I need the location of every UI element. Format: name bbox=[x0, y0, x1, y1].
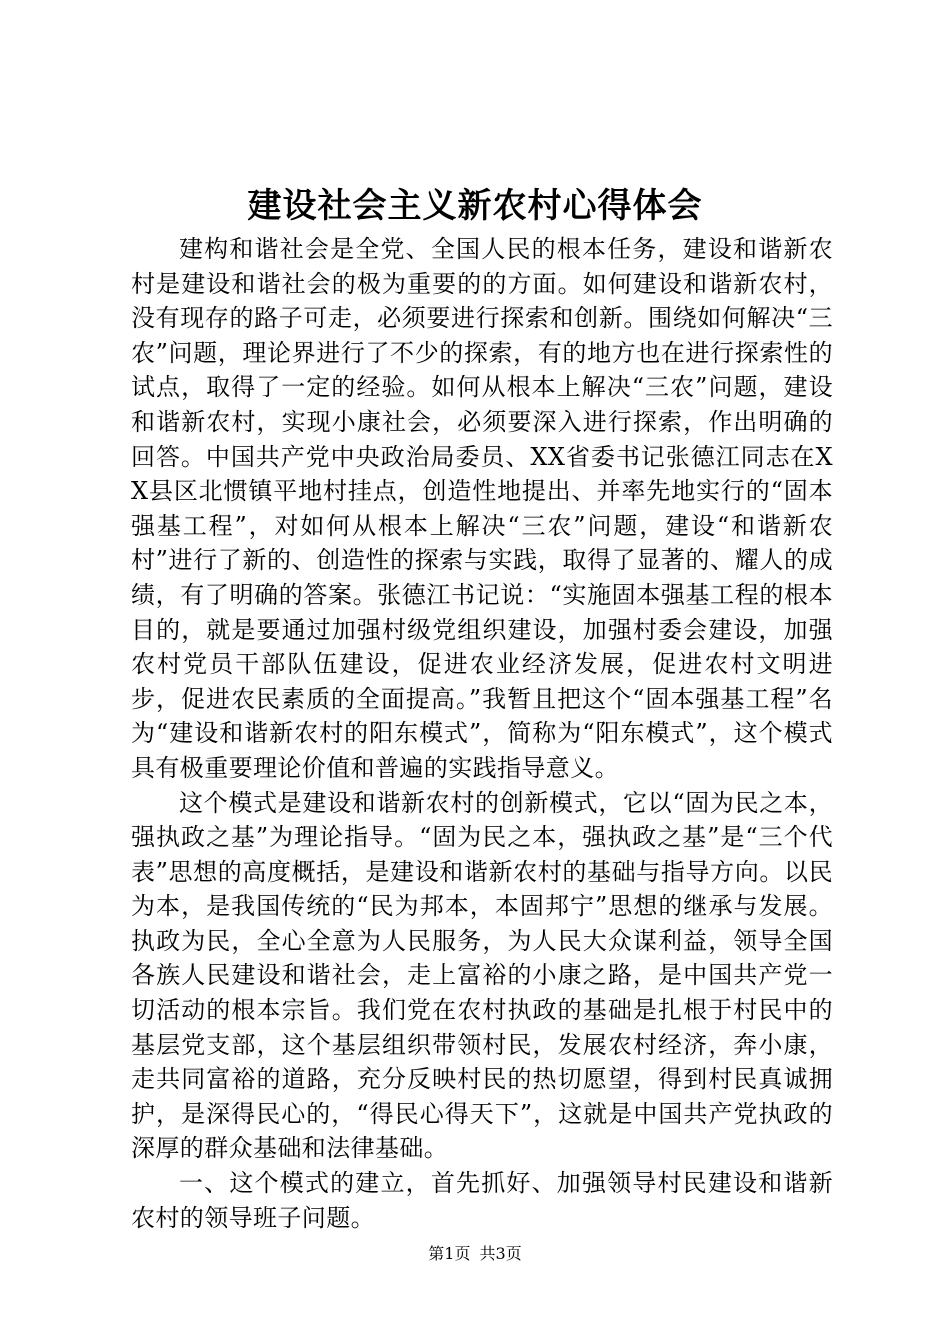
page-number: 第1页 bbox=[428, 1244, 471, 1263]
paragraph-3: 一、这个模式的建立，首先抓好、加强领导村民建设和谐新农村的领导班子问题。 bbox=[131, 1169, 833, 1232]
page-count: 共3页 bbox=[479, 1244, 522, 1263]
page-footer bbox=[0, 1243, 950, 1265]
paragraph-2: 这个模式是建设和谐新农村的创新模式，它以“固为民之本，强执政之基”为理论指导。“固为民之本，强执政之基”是“三个代表”思想的高度概括，是建设和谐新农村的基础与指导方向。以民为本，是我国传统的“民为邦本，本固邦宁”思想的继承与发展。执政为民，全心全意为人民服务，为人民大众谋利益，领导全国各族人民建设和谐社会，走上富裕的小康之路，是中国共产党一切活动的根本宗旨。我们党在农村执政的基础是扎根于村民中的基层党支部，这个基层组织带领村民，发展农村经济，奔小康，走共同富裕的道路，充分反映村民的热切愿望，得到村民真诚拥护，是深得民心的，“得民心得天下”，这就是中国共产党执政的深厚的群众基础和法律基础。 bbox=[131, 788, 833, 1163]
paragraph-1: 建构和谐社会是全党、全国人民的根本任务，建设和谐新农村是建设和谐社会的极为重要的的方面。如何建设和谐新农村，没有现存的路子可走，必须要进行探索和创新。围绕如何解决“三农”问题，理论界进行了不少的探索，有的地方也在进行探索性的试点，取得了一定的经验。如何从根本上解决“三农”问题，建设和谐新农村，实现小康社会，必须要深入进行探索，作出明确的回答。中国共产党中央政治局委员、XX省委书记张德江同志在XX县区北惯镇平地村挂点，创造性地提出、并率先地实行的“固本强基工程”，对如何从根本上解决“三农”问题，建设“和谐新农村”进行了新的、创造性的探索与实践，取得了显著的、耀人的成绩，有了明确的答案。张德江书记说：“实施固本强基工程的根本目的，就是要通过加强村级党组织建设，加强村委会建设，加强农村党员干部队伍建设，促进农业经济发展，促进农村文明进步，促进农民素质的全面提高。”我暂且把这个“固本强基工程”名为“建设和谐新农村的阳东模式”，简称为“阳东模式”，这个模式具有极重要理论价值和普遍的实践指导意义。 bbox=[131, 235, 833, 782]
document-body bbox=[131, 232, 833, 1235]
document-title: 建设社会主义新农村心得体会 bbox=[247, 186, 703, 226]
